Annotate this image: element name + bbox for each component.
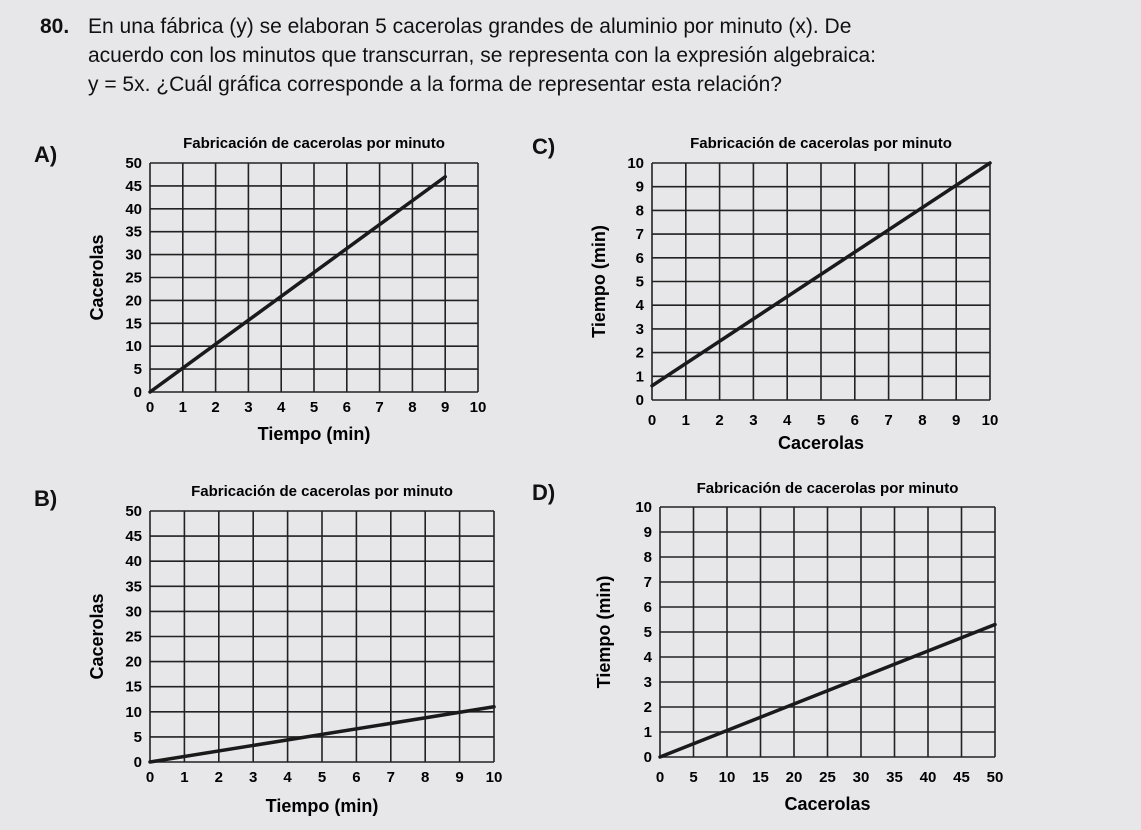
y-axis-label: Cacerolas: [87, 234, 107, 321]
y-tick-label: 40: [125, 553, 142, 571]
x-tick-label: 5: [816, 412, 826, 429]
question-number: 80.: [40, 15, 70, 38]
x-tick-label: 4: [277, 399, 286, 416]
chart-title: Fabricación de cacerolas por minuto: [690, 135, 952, 152]
option-d-label[interactable]: D): [532, 480, 556, 505]
x-tick-label: 6: [352, 769, 361, 786]
y-tick-label: 5: [635, 273, 644, 291]
y-tick-label: 10: [627, 155, 644, 172]
x-tick-label: 4: [783, 412, 792, 429]
y-tick-label: 5: [133, 728, 142, 746]
chart-c: [589, 135, 998, 453]
x-tick-label: 0: [655, 769, 665, 786]
x-tick-label: 35: [886, 769, 903, 786]
y-tick-label: 25: [125, 269, 142, 287]
y-tick-label: 1: [635, 368, 644, 386]
x-tick-label: 50: [986, 769, 1004, 786]
y-tick-label: 6: [643, 599, 652, 616]
x-tick-label: 2: [715, 412, 724, 429]
y-tick-label: 2: [643, 699, 652, 716]
y-tick-label: 20: [125, 292, 142, 310]
x-tick-label: 30: [852, 769, 870, 786]
x-tick-label: 8: [408, 399, 417, 416]
x-axis-label: Cacerolas: [777, 433, 865, 453]
x-tick-label: 5: [317, 769, 327, 786]
x-tick-label: 2: [214, 769, 223, 786]
x-tick-label: 8: [421, 769, 430, 786]
y-tick-label: 0: [635, 392, 644, 409]
y-tick-label: 4: [635, 297, 644, 315]
y-tick-label: 3: [643, 674, 652, 691]
x-tick-label: 0: [145, 399, 155, 416]
x-tick-label: 10: [485, 769, 503, 786]
x-tick-label: 5: [309, 399, 319, 416]
y-tick-label: 50: [125, 503, 142, 520]
y-tick-label: 1: [643, 724, 652, 741]
y-tick-label: 30: [125, 246, 142, 264]
y-tick-label: 30: [125, 603, 142, 621]
question-line-1: En una fábrica (y) se elaboran 5 cacerolas grandes de aluminio por minuto (x). De: [88, 15, 852, 38]
x-tick-label: 0: [647, 412, 657, 429]
x-tick-label: 1: [180, 769, 189, 786]
y-axis-label: Tiempo (min): [589, 225, 609, 338]
y-tick-label: 2: [635, 344, 644, 362]
question-line-3: y = 5x. ¿Cuál gráfica corresponde a la forma de representar esta relación?: [88, 73, 782, 96]
y-tick-label: 5: [643, 624, 652, 641]
y-tick-label: 5: [133, 361, 142, 379]
y-tick-label: 10: [125, 703, 142, 721]
chart-d: [594, 480, 1003, 814]
option-a-label[interactable]: A): [34, 142, 58, 167]
x-tick-label: 5: [689, 769, 698, 786]
chart-a: [87, 135, 486, 444]
y-tick-label: 0: [133, 754, 142, 771]
x-tick-label: 6: [342, 399, 351, 416]
x-tick-label: 9: [455, 769, 464, 786]
y-tick-label: 15: [125, 315, 142, 333]
y-tick-label: 0: [643, 749, 652, 766]
x-tick-label: 40: [919, 769, 937, 786]
x-axis-label: Tiempo (min): [265, 796, 379, 816]
y-tick-label: 20: [125, 653, 142, 671]
y-tick-label: 50: [125, 155, 142, 172]
y-tick-label: 4: [643, 649, 652, 666]
y-axis-label: Tiempo (min): [594, 575, 614, 689]
y-axis-label: Cacerolas: [87, 593, 107, 680]
y-tick-label: 9: [635, 178, 644, 196]
x-tick-label: 25: [819, 769, 836, 786]
x-axis-label: Tiempo (min): [257, 424, 371, 444]
chart-b: [87, 483, 502, 816]
x-tick-label: 7: [386, 769, 395, 786]
x-tick-label: 9: [952, 412, 961, 429]
x-tick-label: 15: [752, 769, 769, 786]
y-tick-label: 45: [125, 528, 142, 546]
x-tick-label: 4: [283, 769, 292, 786]
y-tick-label: 0: [133, 384, 142, 401]
x-tick-label: 0: [145, 769, 155, 786]
x-tick-label: 45: [953, 769, 970, 786]
x-tick-label: 3: [249, 769, 258, 786]
option-c-label[interactable]: C): [532, 134, 556, 159]
y-tick-label: 15: [125, 678, 142, 696]
x-tick-label: 8: [918, 412, 927, 429]
y-tick-label: 8: [643, 549, 652, 566]
x-tick-label: 3: [244, 399, 253, 416]
chart-title: Fabricación de cacerolas por minuto: [191, 483, 453, 500]
x-tick-label: 1: [681, 412, 690, 429]
question-line-2: acuerdo con los minutos que transcurran, se representa con la expresión algebraica:: [88, 44, 876, 67]
y-tick-label: 35: [125, 578, 142, 596]
y-tick-label: 40: [125, 200, 142, 218]
x-tick-label: 7: [375, 399, 384, 416]
x-tick-label: 20: [785, 769, 803, 786]
y-tick-label: 8: [635, 202, 644, 220]
y-tick-label: 10: [635, 499, 652, 516]
x-tick-label: 10: [469, 399, 487, 416]
x-tick-label: 3: [749, 412, 758, 429]
x-tick-label: 2: [211, 399, 220, 416]
y-tick-label: 6: [635, 249, 644, 267]
x-tick-label: 6: [850, 412, 859, 429]
x-tick-label: 7: [884, 412, 893, 429]
y-tick-label: 3: [635, 320, 644, 338]
y-tick-label: 10: [125, 338, 142, 356]
y-tick-label: 9: [643, 524, 652, 541]
x-tick-label: 9: [441, 399, 450, 416]
chart-title: Fabricación de cacerolas por minuto: [183, 135, 445, 152]
x-tick-label: 1: [178, 399, 187, 416]
x-axis-label: Cacerolas: [784, 794, 871, 814]
y-tick-label: 35: [125, 223, 142, 241]
chart-title: Fabricación de cacerolas por minuto: [696, 480, 959, 497]
option-b-label[interactable]: B): [34, 486, 58, 511]
y-tick-label: 25: [125, 628, 142, 646]
x-tick-label: 10: [718, 769, 736, 786]
y-tick-label: 7: [643, 574, 652, 591]
y-tick-label: 45: [125, 177, 142, 195]
y-tick-label: 7: [635, 226, 644, 244]
x-tick-label: 10: [981, 412, 999, 429]
